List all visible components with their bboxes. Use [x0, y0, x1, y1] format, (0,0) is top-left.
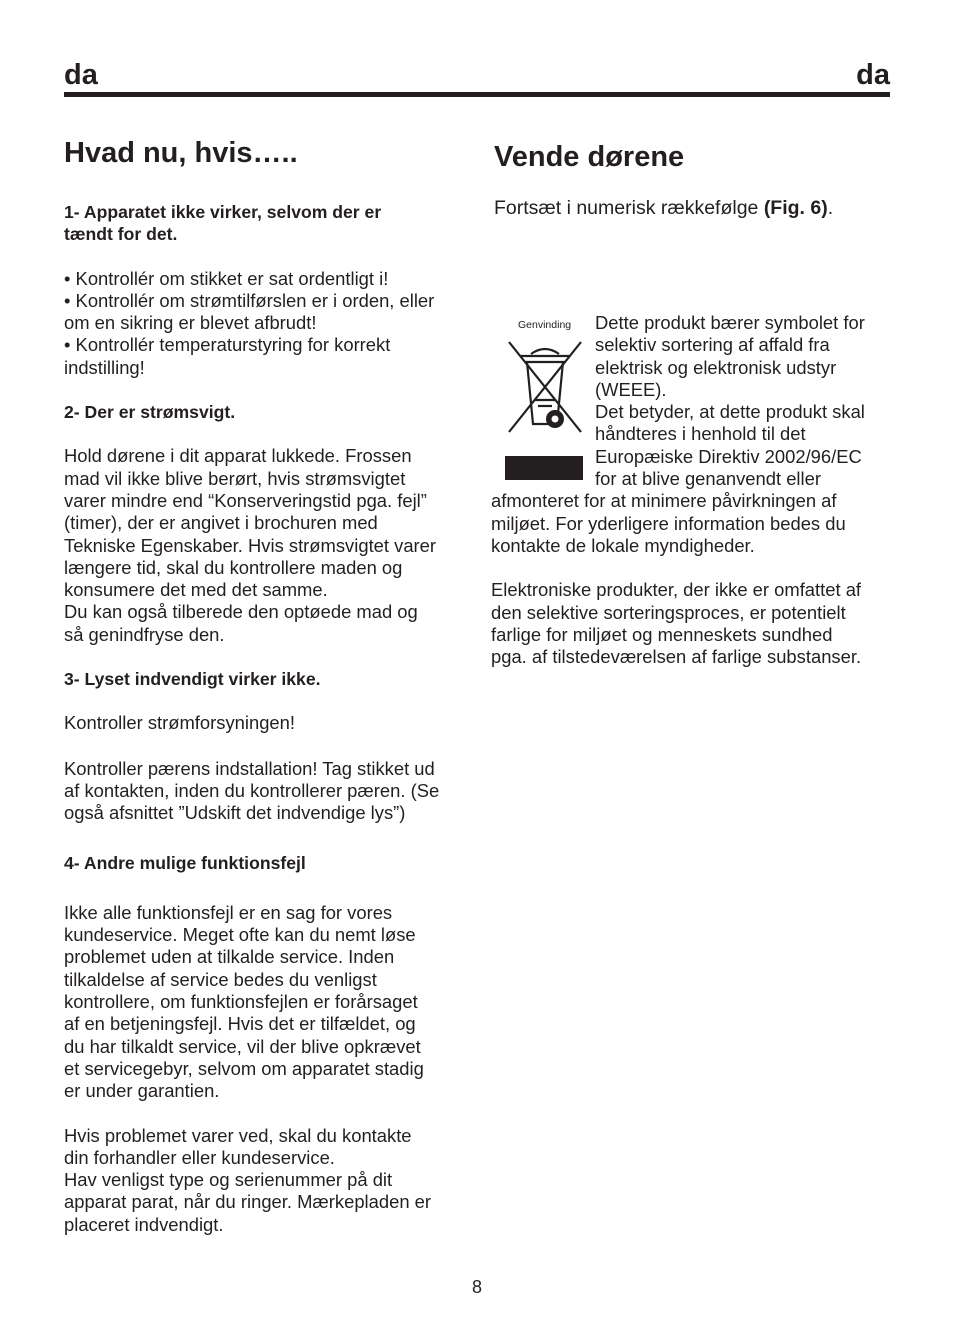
text-line: Hav venligst type og serienummer på dit — [64, 1169, 393, 1191]
text-line: elektrisk og elektronisk udstyr — [595, 356, 837, 378]
text-line: Ikke alle funktionsfejl er en sag for vores — [64, 901, 393, 923]
text-line: problemet uden at tilkalde service. Inden — [64, 946, 395, 968]
section-3-body — [64, 758, 474, 825]
weee-label: Genvinding — [518, 319, 572, 331]
section-3-paragraph: Kontroller strømforsyningen! — [64, 712, 295, 734]
section-4-contact — [64, 1125, 474, 1236]
door-reversal-column — [491, 134, 901, 668]
text-line: Hold dørene i dit apparat lukkede. Frossen — [64, 445, 412, 467]
text-line: (timer), der er angivet i brochuren med — [64, 512, 378, 534]
text-line: Kontroller pærens indstallation! Tag stikket ud — [64, 757, 435, 779]
intro-text: Fortsæt i numerisk rækkefølge — [494, 197, 764, 219]
text-line: din forhandler eller kundeservice. — [64, 1146, 335, 1168]
text-line: Hvis problemet varer ved, skal du kontakte — [64, 1124, 412, 1146]
text-line: farlige for miljøet og menneskets sundhed — [491, 623, 833, 645]
text-line: mad vil ikke blive berørt, hvis strømsvigtet — [64, 467, 406, 489]
section-4-heading: 4- Andre mulige funktionsfejl — [64, 852, 306, 873]
text-line: kundeservice. Meget ofte kan du nemt løse — [64, 924, 416, 946]
text-line: • Kontrollér temperaturstyring for korrekt — [64, 334, 391, 356]
text-line: et servicegebyr, selvom om apparatet stadig — [64, 1057, 424, 1079]
lang-label-left: da — [64, 59, 98, 91]
text-line: konsumere det med det samme. — [64, 579, 328, 601]
lang-label-right: da — [856, 59, 890, 91]
text-line: længere tid, skal du kontrollere maden og — [64, 556, 403, 578]
text-line: apparat parat, når du ringer. Mærkepladen er — [64, 1191, 432, 1213]
section-3-heading: 3- Lyset indvendigt virker ikke. — [64, 669, 321, 690]
text-line: pga. af tilstedeværelsen af farlige substanser. — [491, 646, 862, 668]
text-line: så genindfryse den. — [64, 623, 225, 645]
section-2-body — [64, 445, 474, 646]
door-reversal-intro — [494, 196, 901, 220]
text-line: indstilling! — [64, 356, 145, 378]
text-line: den selektive sorteringsproces, er potentielt — [491, 601, 846, 623]
text-line: miljøet. For yderligere information bedes du — [491, 512, 846, 534]
text-line: Elektroniske produkter, der ikke er omfattet af — [491, 579, 862, 601]
text-line: varer mindre end “Konserveringstid pga. fejl” — [64, 489, 427, 511]
section-2-heading: 2- Der er strømsvigt. — [64, 402, 236, 423]
text-line: Du kan også tilberede den optøede mad og — [64, 601, 418, 623]
text-line: også afsnittet ”Udskift det indvendige lys”) — [64, 802, 406, 824]
text-line: selektiv sortering af affald fra — [595, 334, 830, 356]
text-line: tilkaldelse af service bedes du venligst — [64, 968, 377, 990]
text-line: for at blive genanvendt eller — [595, 468, 821, 490]
header-rule — [64, 92, 890, 97]
text-line: af kontakten, inden du kontrollerer pæren. (Se — [64, 779, 440, 801]
section-heading-line: 1- Apparatet ikke virker, selvom der er — [64, 202, 382, 222]
text-line: • Kontrollér om stikket er sat ordentligt i! — [64, 267, 389, 289]
text-line: kontrollere, om funktionsfejlen er forårsaget — [64, 991, 418, 1013]
text-line: af en betjeningsfejl. Hvis det er tilfældet, og — [64, 1013, 416, 1035]
text-line: du har tilkaldt service, vil der blive opkrævet — [64, 1035, 421, 1057]
text-line: afmonteret for at minimere påvirkningen af — [491, 490, 837, 512]
page-number: 8 — [471, 1277, 482, 1297]
section-1-checklist — [64, 268, 474, 379]
section-heading-line: tændt for det. — [64, 224, 178, 245]
section-1-heading — [64, 201, 474, 246]
electronics-warning — [491, 579, 901, 668]
text-line: Europæiske Direktiv 2002/96/EC — [595, 445, 862, 467]
troubleshooting-column — [64, 134, 474, 1236]
figure-reference: (Fig. 6) — [763, 197, 828, 219]
door-reversal-title: Vende dørene — [494, 141, 685, 173]
section-4-body — [64, 902, 474, 1103]
crossed-out-wheelie-bin-icon — [505, 336, 585, 456]
weee-black-bar — [505, 456, 583, 480]
troubleshooting-title: Hvad nu, hvis….. — [64, 137, 298, 169]
weee-symbol — [491, 318, 597, 484]
text-line: Dette produkt bærer symbolet for — [595, 312, 865, 333]
text-line: placeret indvendigt. — [64, 1213, 224, 1235]
text-line: Tekniske Egenskaber. Hvis strømsvigtet varer — [64, 534, 437, 556]
text-line: Det betyder, at dette produkt skal — [595, 401, 865, 423]
text-line: (WEEE). — [595, 378, 667, 400]
text-line: om en sikring er blevet afbrudt! — [64, 312, 317, 334]
text-line: • Kontrollér om strømtilførslen er i orden, eller — [64, 289, 435, 311]
text-line: håndteres i henhold til det — [595, 423, 806, 445]
intro-end: . — [827, 197, 834, 219]
text-line: kontakte de lokale myndigheder. — [491, 534, 755, 556]
text-line: er under garantien. — [64, 1080, 220, 1102]
